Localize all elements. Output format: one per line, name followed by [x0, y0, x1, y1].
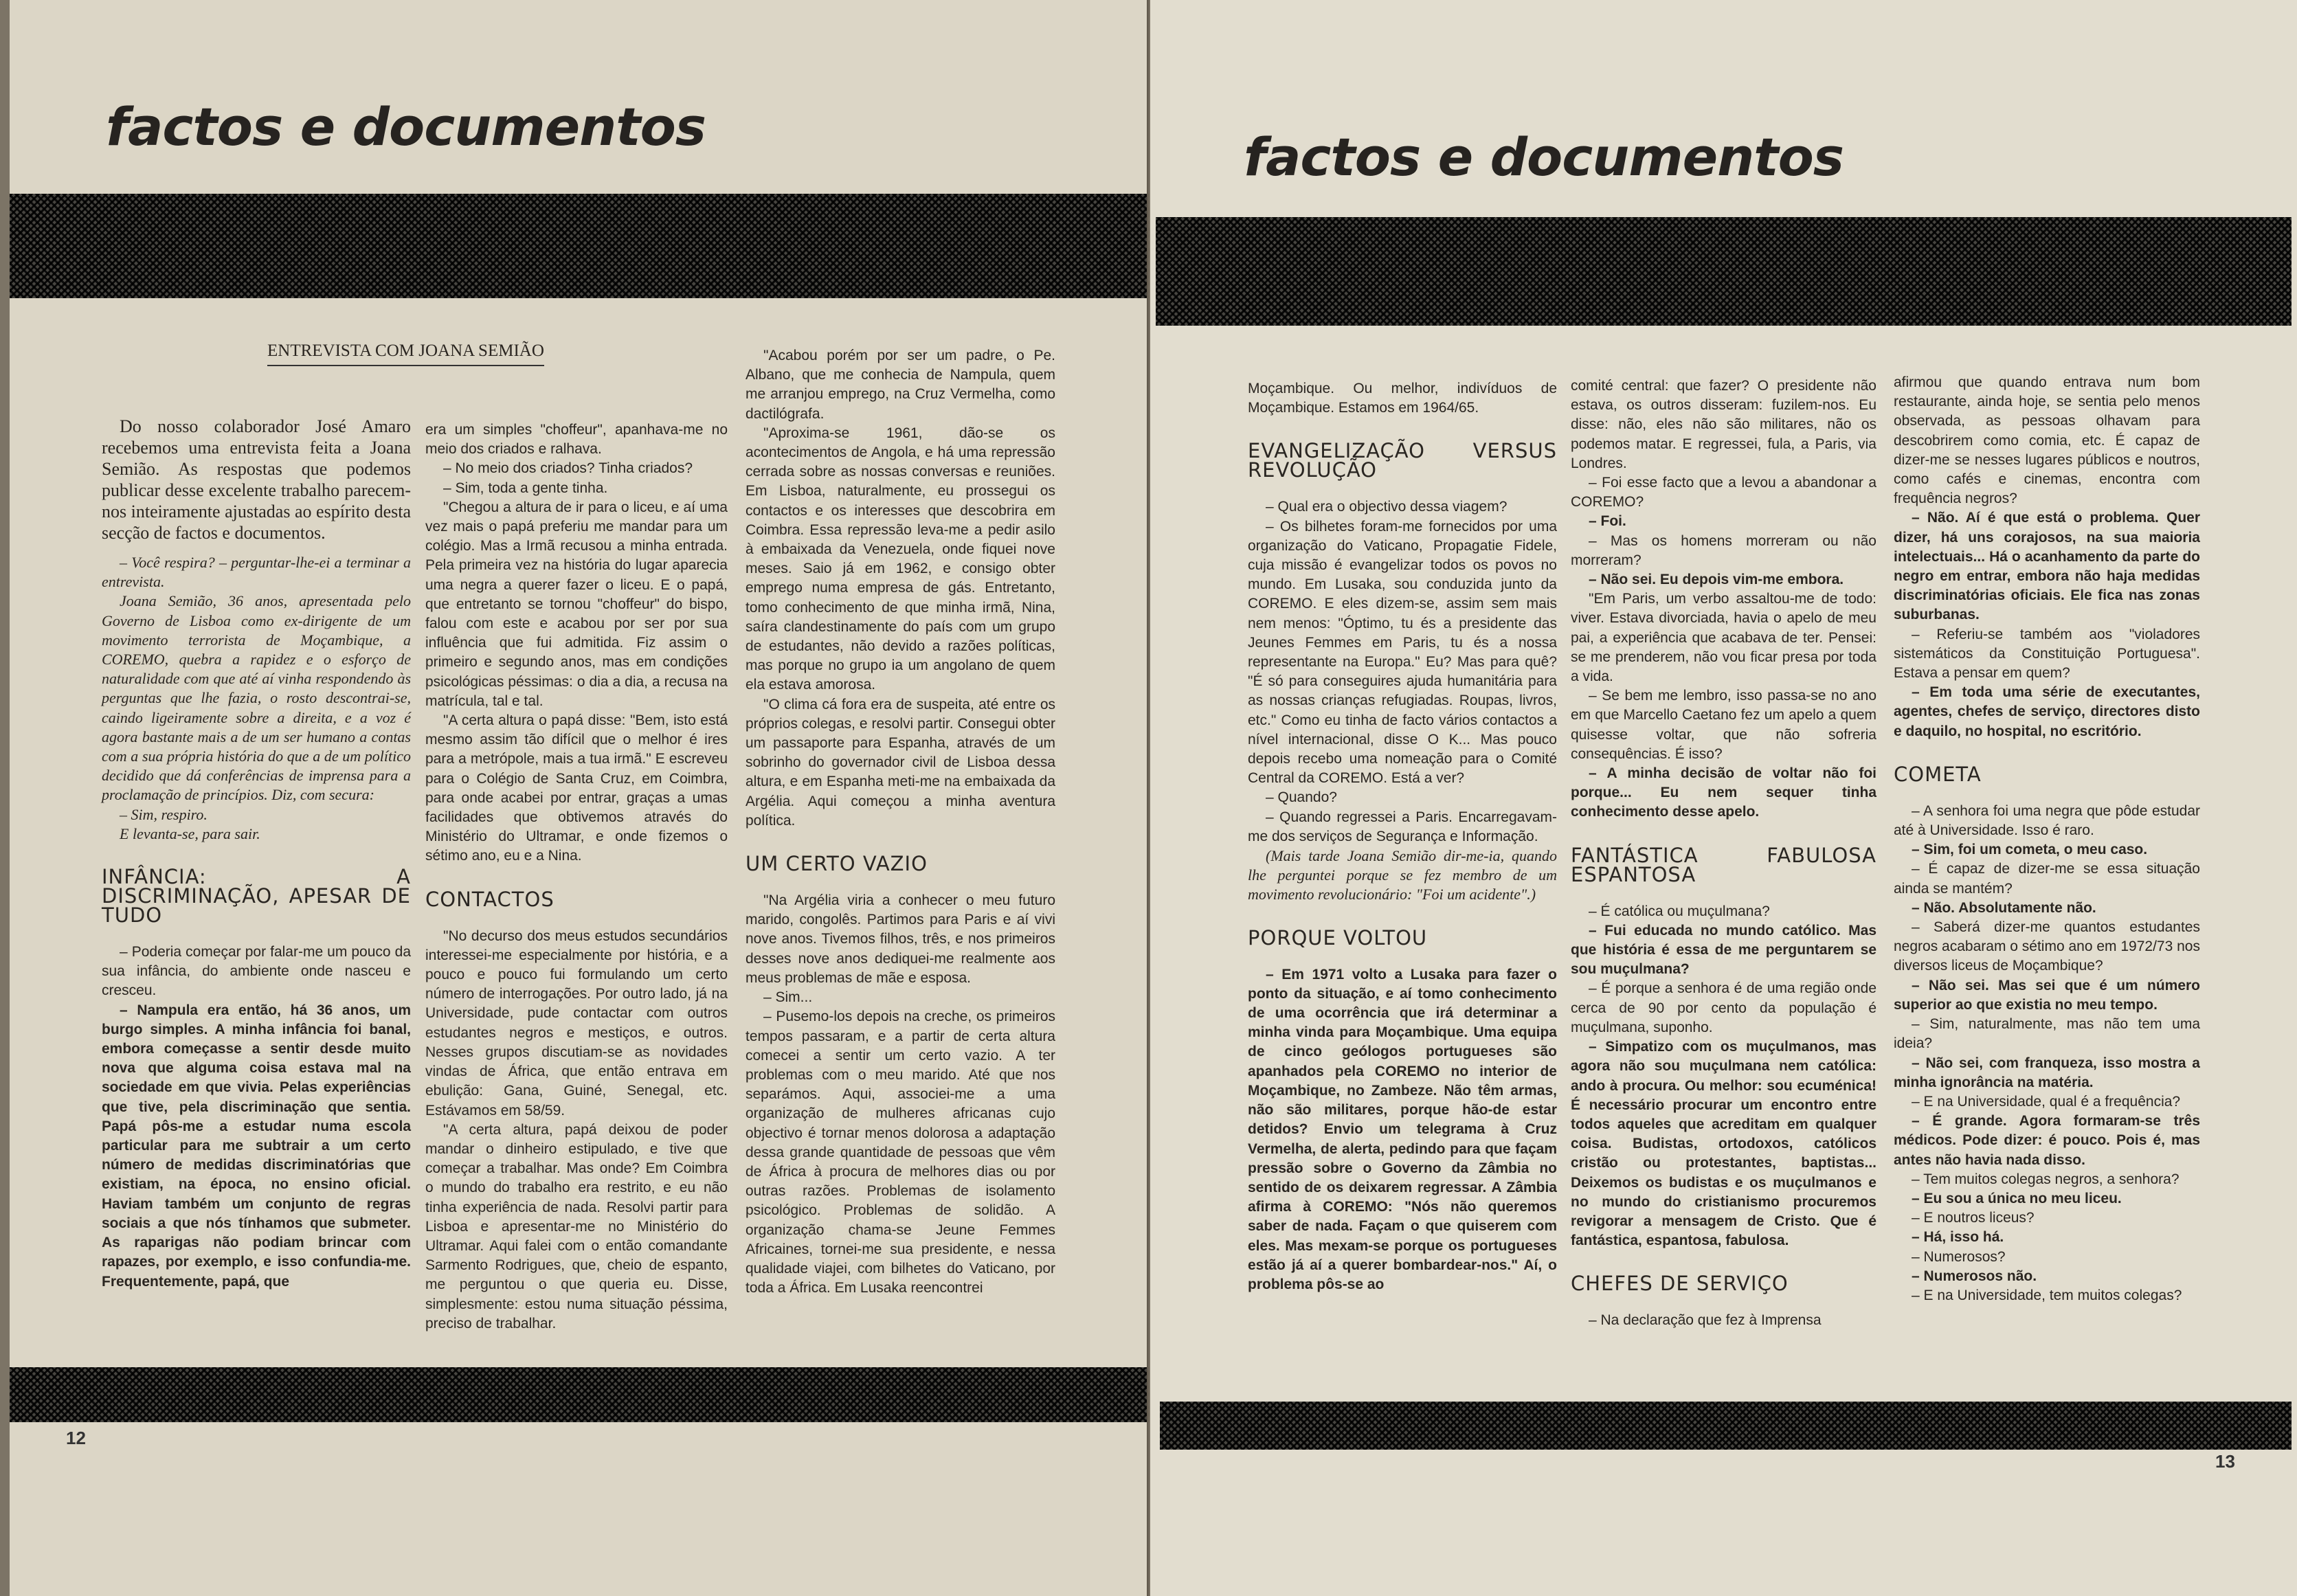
paragraph: – Em toda uma série de executantes, agentes, chefes de serviço, directores disto e daquilo, no hospital, no escritório.	[1894, 684, 2200, 739]
paragraph: – A senhora foi uma negra que pôde estudar até à Universidade. Isso é raro.	[1894, 802, 2200, 839]
paragraph: – Quando regressei a Paris. Encarregavam-me dos serviços de Segurança e Informação.	[1248, 809, 1557, 844]
paragraph: – É grande. Agora formaram-se três médicos. Pode dizer: é pouco. Pois é, mas antes não havia nada disso.	[1894, 1113, 2200, 1168]
left-page	[10, 0, 1147, 1596]
right-column-2	[1571, 376, 1876, 1331]
paragraph: – Não sei. Mas sei que é um número superior ao que existia no meu tempo.	[1894, 977, 2200, 1013]
left-column-3	[746, 346, 1055, 1298]
paragraph: comité central: que fazer? O presidente não estava, os outros disseram: fuzilem-nos. Eu disse: não, eles não são militares, não os podemos matar. E regressei, fula, a Paris, via Londres.	[1571, 378, 1876, 471]
section-heading: CONTACTOS	[425, 887, 554, 911]
paragraph: – Eu sou a única no meu liceu.	[1912, 1190, 2122, 1206]
paragraph: – No meio dos criados? Tinha criados?	[443, 460, 693, 477]
italic-paragraph: – Sim, respiro.	[120, 805, 208, 823]
section-header: factos e documentos	[106, 96, 706, 157]
paragraph: "Aproxima-se 1961, dão-se os acontecimentos de Angola, e há uma repressão cerrada sobre as nossas conversas e reuniões. Em Lisboa, naturalmente, eu prossegui os contactos e os interesses que descobrira em Coimbra. Essa repressão leva-me a pedir asilo à embaixada da Venezuela, onde fiquei nove meses. Saio já em 1962, e consigo obter emprego numa empresa de gás. Entretanto, tomo conhecimento de que minha irmã, Nina, saíra clandestinamente do país com um grupo de estudantes, não devido a razões políticas, mas porque no grupo ia um angolano de quem ela estava amorosa.	[746, 425, 1055, 693]
paragraph: – Qual era o objectivo dessa viagem?	[1266, 499, 1508, 515]
paragraph: Moçambique. Ou melhor, indivíduos de Moçambique. Estamos em 1964/65.	[1248, 381, 1557, 416]
paragraph: – Não sei, com franqueza, isso mostra a minha ignorância na matéria.	[1894, 1055, 2200, 1090]
page-number: 13	[2215, 1451, 2235, 1472]
paragraph: – Simpatizo com os muçulmanos, mas agora não sou muçulmana nem católica: ando à procura. Ou melhor: sou ecuménica! É necessário procurar um encontro entre todos aqueles que acreditam em qualquer coisa. Budistas, ortodoxos, católicos cristão ou protestantes, baptistas... Deixemos os budistas e os muçulmanos e no mundo do cristianismo procuremos revigorar a mensagem de Cristo. Que é fantástica, espantosa, fabulosa.	[1571, 1039, 1876, 1249]
paragraph: – Sim, naturalmente, mas não tem uma ideia?	[1894, 1016, 2200, 1052]
halftone-band-bottom	[1160, 1402, 2292, 1450]
paragraph: "No decurso dos meus estudos secundários interessei-me especialmente por história, e a pouco e pouco fui formulando um certo número de interrogações. Por outro lado, já na Universidade, pude contactar com outros estudantes negros e mestiços, e outros. Nesses grupos discutiam-se as novidades vindas de África, que então entrava em ebulição: Gana, Guiné, Senegal, etc. Estávamos em 58/59.	[425, 928, 728, 1119]
paragraph: era um simples "choffeur", apanhava-me no meio dos criados e ralhava.	[425, 422, 728, 458]
paragraph: – Mas os homens morreram ou não morreram?	[1571, 532, 1876, 568]
paragraph: – Não sei. Eu depois vim-me embora.	[1589, 572, 1844, 588]
left-column-2	[425, 420, 728, 1334]
paragraph: – Se bem me lembro, isso passa-se no ano em que Marcello Caetano fez um apelo a quem quisesse voltar, que não sofreria consequências. É isso?	[1571, 688, 1876, 762]
halftone-band-top	[1156, 217, 2292, 326]
paragraph: – É católica ou muçulmana?	[1589, 903, 1770, 919]
section-header: factos e documentos	[1244, 126, 1844, 188]
page-number: 12	[66, 1428, 86, 1448]
paragraph: – Não. Absolutamente não.	[1912, 899, 2096, 916]
paragraph: "O clima cá fora era de suspeita, até entre os próprios colegas, e resolvi partir. Consegui obter um passaporte para Espanha, através de um sobrinho do governador civil de Lisboa dessa altura, e em Espanha meti-me na embaixada da Argélia. Aqui começou a minha aventura política.	[746, 696, 1055, 829]
paragraph: – Quando?	[1266, 789, 1337, 806]
section-heading: INFÂNCIA: A DISCRIMINAÇÃO, APESAR DE TUDO	[102, 865, 411, 928]
paragraph: – É capaz de dizer-me se essa situação ainda se mantém?	[1894, 861, 2200, 897]
section-heading: EVANGELIZAÇÃO VERSUS REVOLUÇÃO	[1248, 439, 1557, 482]
paragraph: – Saberá dizer-me quantos estudantes negros acabaram o sétimo ano em 1972/73 nos diversos liceus de Moçambique?	[1894, 919, 2200, 974]
paragraph: "Em Paris, um verbo assaltou-me de todo: viver. Estava divorciada, havia o apelo de meu pai, a experiência que acabava de ter. Pensei: se me prenderem, não vou ficar presa por toda a vida.	[1571, 591, 1876, 685]
paragraph: – Na declaração que fez à Imprensa	[1589, 1312, 1822, 1329]
right-page	[1150, 0, 2297, 1596]
paragraph: afirmou que quando entrava num bom restaurante, ainda hoje, se sentia pelo menos observada, as pessoas olhavam para descobrirem como comia, etc. É capaz de dizer-me se nesses lugares públicos e noutros, como cafés e cinemas, encontra com frequência negros?	[1894, 374, 2200, 507]
paragraph: – É porque a senhora é de uma região onde cerca de 90 por cento da população é muçulmana, suponho.	[1571, 980, 1876, 1035]
left-column-1	[102, 416, 411, 1292]
paragraph: – Os bilhetes foram-me fornecidos por uma organização do Vaticano, Propagatie Fidele, cuja missão é evangelizar todos os povos no mundo. Em Lusaka, sou conduzida junto da COREMO. E eles dizem-se, assim sem mais nem menos: "Óptimo, tu és a presidente das Jeunes Femmes em Paris, tu és a nossa representante na Europa." Eu? Mas para quê? "É só para conseguires ajuda humanitária para as nossas crianças refugiadas. Roupas, livros, etc." Como eu tinha de facto vários contactos a nível internacional, disse O K... Mas pouco depois recebo uma nomeação para o Comité Central da COREMO. Está a ver?	[1248, 518, 1557, 787]
paragraph: – Foi.	[1589, 513, 1626, 530]
paragraph: – Em 1971 volto a Lusaka para fazer o ponto da situação, e aí tomo conhecimento de uma ocorrência que irá determinar a minha vinda para Moçambique. Uma equipa de cinco geólogos portugueses são apanhados pela COREMO no interior de Moçambique, no Zambeze. Não têm armas, não são militares, porque hão-de estar detidos? Envio um telegrama à Cruz Vermelha, de alerta, pedindo para que façam pressão sobre o Governo da Zâmbia no sentido de os deixarem regressar. A Zâmbia afirma à COREMO: "Nós não queremos saber de nada. Façam o que quiserem com eles. Mas mexam-se porque os portugueses estão já aí a querer bombardear-nos." Aí, o problema pôs-se ao	[1248, 966, 1557, 1292]
italic-paragraph: Joana Semião, 36 anos, apresentada pelo Governo de Lisboa como ex-dirigente de um movimento terrorista de Moçambique, a COREMO, quebra a rapidez e o esforço de naturalidade com que até aí vinha respondendo às perguntas que lhe fazia, o rosto descontrai-se, caindo ligeiramente sobre a direita, e a voz é agora bastante mais a de um ser humano a contas com a sua própria história do que a de um político decidido que dá conferências de imprensa para a proclamação de princípios. Diz, com secura:	[102, 592, 411, 804]
paragraph: – Sim, foi um cometa, o meu caso.	[1912, 842, 2148, 858]
paragraph: – Nampula era então, há 36 anos, um burgo simples. A minha infância foi banal, embora começasse a sentir desde muito nova que alguma coisa estava mal na sociedade em que vivia. Pelas experiências que tive, pela discriminação que sentia. Papá pôs-me a estudar numa escola particular para me subtrair a um certo número de medidas discriminatórias que existiam, na época, no ensino oficial. Haviam também um conjunto de regras sociais a que nós tínhamos que submeter. As raparigas não podiam brincar com rapazes, por exemplo, e isso confundia-me. Frequentemente, papá, que	[102, 1002, 411, 1290]
paragraph: "A certa altura o papá disse: "Bem, isto está mesmo assim tão difícil que o melhor é ires para a metrópole, mais a tua irmã." E escreveu para o Colégio de Santa Cruz, em Coimbra, para onde acabei por entrar, graças a umas facilidades que obtivemos através do Ministério do Ultramar, e onde fizemos o sétimo ano, eu e a Nina.	[425, 712, 728, 864]
paragraph: "Na Argélia viria a conhecer o meu futuro marido, congolês. Partimos para Paris e aí vivi nove anos. Tivemos filhos, três, e nos primeiros desses nove anos dediquei-me realmente aos meus problemas de mãe e esposa.	[746, 892, 1055, 986]
paragraph: – Há, isso há.	[1912, 1229, 2004, 1246]
paragraph: – Sim, toda a gente tinha.	[443, 480, 608, 496]
paragraph: – Foi esse facto que a levou a abandonar a COREMO?	[1571, 475, 1876, 510]
paragraph: "A certa altura, papá deixou de poder mandar o dinheiro estipulado, e tive que começar a trabalhar. Mas onde? Em Coimbra o mundo do trabalho era restrito, e eu não tinha experiência de nada. Resolvi partir para Lisboa e apresentar-me no Ministério do Ultramar. Aqui falei com o então comandante Sarmento Rodrigues, que, cheio de espanto, me perguntou o que queria eu. Disse, simplesmente: estou numa situação péssima, preciso de trabalhar.	[425, 1121, 728, 1331]
italic-paragraph: (Mais tarde Joana Semião dir-me-ia, quando lhe perguntei porque se fez membro de um movimento revolucionário: "Foi um acidente".)	[1248, 847, 1557, 903]
paragraph: – E na Universidade, qual é a frequência?	[1912, 1093, 2181, 1110]
paragraph: – Sim...	[763, 989, 813, 1006]
right-column-3	[1894, 373, 2200, 1305]
section-heading: FANTÁSTICA FABULOSA ESPANTOSA	[1571, 843, 1876, 886]
paragraph: – Tem muitos colegas negros, a senhora?	[1912, 1171, 2180, 1187]
halftone-band-bottom	[10, 1367, 1147, 1422]
interview-title: ENTREVISTA COM JOANA SEMIÃO	[267, 341, 544, 366]
paragraph: – Pusemo-los depois na creche, os primeiros tempos passaram, e a partir de certa altura comecei a sentir um certo vazio. A ter problemas com o meu marido. Até que nos separámos. Aqui, associei-me a uma organização de mulheres africanas cujo objectivo é tornar menos dolorosa a adaptação dessa grande quantidade de pessoas que vêm de África à procura de melhores dias ou por outras razões. Problemas de isolamento psicológico. Problemas de solidão. A organização chama-se Jeune Femmes Africaines, tornei-me sua presidente, e nessa qualidade viajei, com bilhetes do Vaticano, por toda a África. Em Lusaka reencontrei	[746, 1009, 1055, 1296]
paragraph: – Numerosos?	[1912, 1248, 2006, 1265]
halftone-band-top	[10, 194, 1147, 298]
paragraph: – Não. Aí é que está o problema. Quer dizer, há uns corajosos, na sua maioria intelectuais... Há o acanhamento da parte do negro em entrar, embora não haja medidas discriminatórias oficiais. Ele fica nas zonas suburbanas.	[1894, 510, 2200, 623]
paragraph: – Poderia começar por falar-me um pouco da sua infância, do ambiente onde nasceu e cresceu.	[102, 944, 411, 999]
paragraph: – A minha decisão de voltar não foi porque... Eu nem sequer tinha conhecimento desse apelo.	[1571, 765, 1876, 820]
paragraph: – E noutros liceus?	[1912, 1210, 2035, 1226]
section-heading: CHEFES DE SERVIÇO	[1571, 1272, 1789, 1296]
paragraph: – E na Universidade, tem muitos colegas?	[1912, 1287, 2182, 1303]
paragraph: "Chegou a altura de ir para o liceu, e aí uma vez mais o papá preferiu me mandar para um colégio. Mas a Irmã recusou a minha entrada. Pela primeira vez na história do lugar aparecia uma negra a querer fazer o liceu. E o papá, que entretanto se tornou "choffeur" do bispo, falou com este e acabou por ser por sua influência que fui admitida. Fiz assim o primeiro e segundo anos, mas em condições psicológicas péssimas: o dia a dia, a recusa na matrícula, tal e tal.	[425, 499, 728, 709]
paragraph: – Numerosos não.	[1912, 1268, 2037, 1284]
italic-paragraph: – Você respira? – perguntar-lhe-ei a terminar a entrevista.	[102, 554, 411, 591]
intro-paragraph: Do nosso colaborador José Amaro recebemos uma entrevista feita a Joana Semião. As respostas que podemos publicar desse excelente trabalho parecem-nos inteiramente ajustadas ao espírito desta secção de factos e documentos.	[102, 416, 411, 543]
section-heading: UM CERTO VAZIO	[746, 852, 928, 876]
paragraph: "Acabou porém por ser um padre, o Pe. Albano, que me conhecia de Nampula, quem me arranjou emprego, na Cruz Vermelha, como dactilógrafa.	[746, 348, 1055, 422]
italic-paragraph: E levanta-se, para sair.	[120, 824, 260, 842]
paragraph: – Fui educada no mundo católico. Mas que história é essa de me perguntarem se sou muçulmana?	[1571, 922, 1876, 978]
section-heading: COMETA	[1894, 762, 1982, 786]
right-column-1	[1248, 379, 1557, 1294]
section-heading: PORQUE VOLTOU	[1248, 925, 1428, 949]
paragraph: – Referiu-se também aos "violadores sistemáticos da Constituição Portuguesa". Estava a pensar em quem?	[1894, 626, 2200, 682]
